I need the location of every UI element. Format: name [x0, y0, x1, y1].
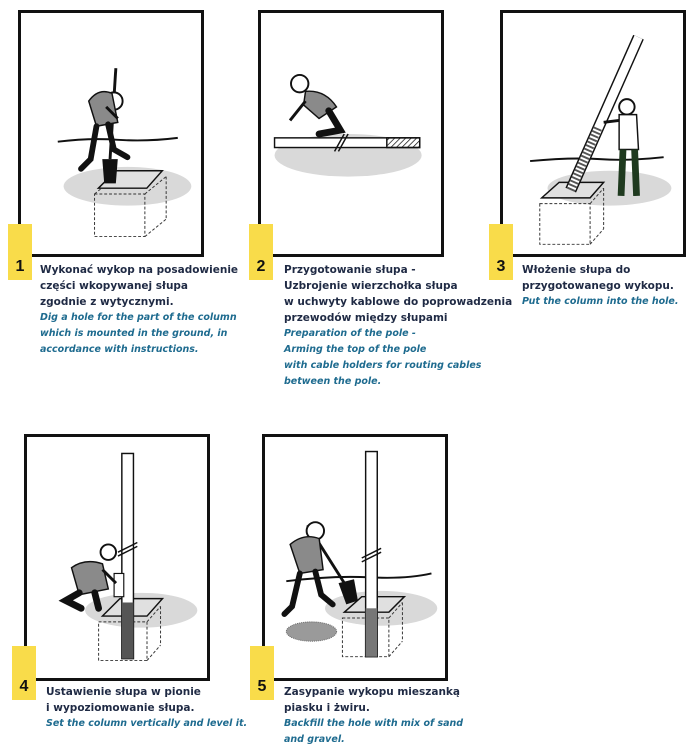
step-2-pl-line-4: przewodów między słupami [284, 312, 448, 324]
step-4-illustration [24, 434, 210, 681]
step-4-badge [12, 646, 36, 700]
step-2-pl-line-2: Uzbrojenie wierzchołka słupa [284, 280, 458, 292]
step-4-text [46, 684, 247, 732]
step-5-text [284, 684, 463, 748]
step-5-badge [250, 646, 274, 700]
step-1-pl-line-2: części wkopywanej słupa [40, 280, 189, 292]
step-5-en-line-2: and gravel. [284, 734, 345, 745]
backfill-illustration [265, 437, 445, 678]
step-2-text [284, 262, 512, 390]
step-2-en-line-1: Preparation of the pole - [284, 328, 416, 339]
step-1-pl-line-1: Wykonać wykop na posadowienie [40, 264, 239, 276]
pole-preparation-illustration [261, 13, 441, 254]
step-2-number: 2 [256, 258, 266, 275]
step-3-pl-line-1: Włożenie słupa do [522, 264, 631, 276]
step-5-pl-line-2: piasku i żwiru. [284, 702, 370, 714]
pole-insertion-illustration [503, 13, 683, 254]
pole-leveling-illustration [27, 437, 207, 678]
step-3-text [522, 262, 679, 310]
step-1-en-line-3: accordance with instructions. [40, 344, 199, 355]
step-5-pl-line-1: Zasypanie wykopu mieszanką [284, 686, 461, 698]
step-3-badge [489, 224, 513, 280]
step-2-en-line-2: Arming the top of the pole [284, 344, 427, 355]
digging-illustration [21, 13, 201, 254]
step-1-text [40, 262, 238, 358]
step-2-pl-line-3: w uchwyty kablowe do poprowadzenia [284, 296, 513, 308]
step-1-en-line-2: which is mounted in the ground, in [40, 328, 228, 339]
step-3-pl-line-2: przygotowanego wykopu. [522, 280, 674, 292]
step-3-en-line-1: Put the column into the hole. [522, 296, 679, 307]
step-1-illustration [18, 10, 204, 257]
step-1-number: 1 [15, 258, 25, 275]
step-2-pl-line-1: Przygotowanie słupa - [284, 264, 416, 276]
step-4-pl-line-2: i wypoziomowanie słupa. [46, 702, 195, 714]
step-1-en-line-1: Dig a hole for the part of the column [40, 312, 237, 323]
step-2-badge [249, 224, 273, 280]
step-5-illustration [262, 434, 448, 681]
step-4-pl-line-1: Ustawienie słupa w pionie [46, 686, 201, 698]
step-1-badge [8, 224, 32, 280]
step-4-en-line-1: Set the column vertically and level it. [46, 718, 248, 729]
step-1-pl-line-3: zgodnie z wytycznymi. [40, 296, 174, 308]
step-5-number: 5 [257, 678, 267, 695]
step-2-illustration [258, 10, 444, 257]
step-5-en-line-1: Backfill the hole with mix of sand [284, 718, 464, 729]
step-2-en-line-3: with cable holders for routing cables [284, 360, 482, 371]
step-4-number: 4 [19, 678, 29, 695]
step-3-illustration [500, 10, 686, 257]
step-2-en-line-4: between the pole. [284, 376, 382, 387]
step-3-number: 3 [496, 258, 506, 275]
